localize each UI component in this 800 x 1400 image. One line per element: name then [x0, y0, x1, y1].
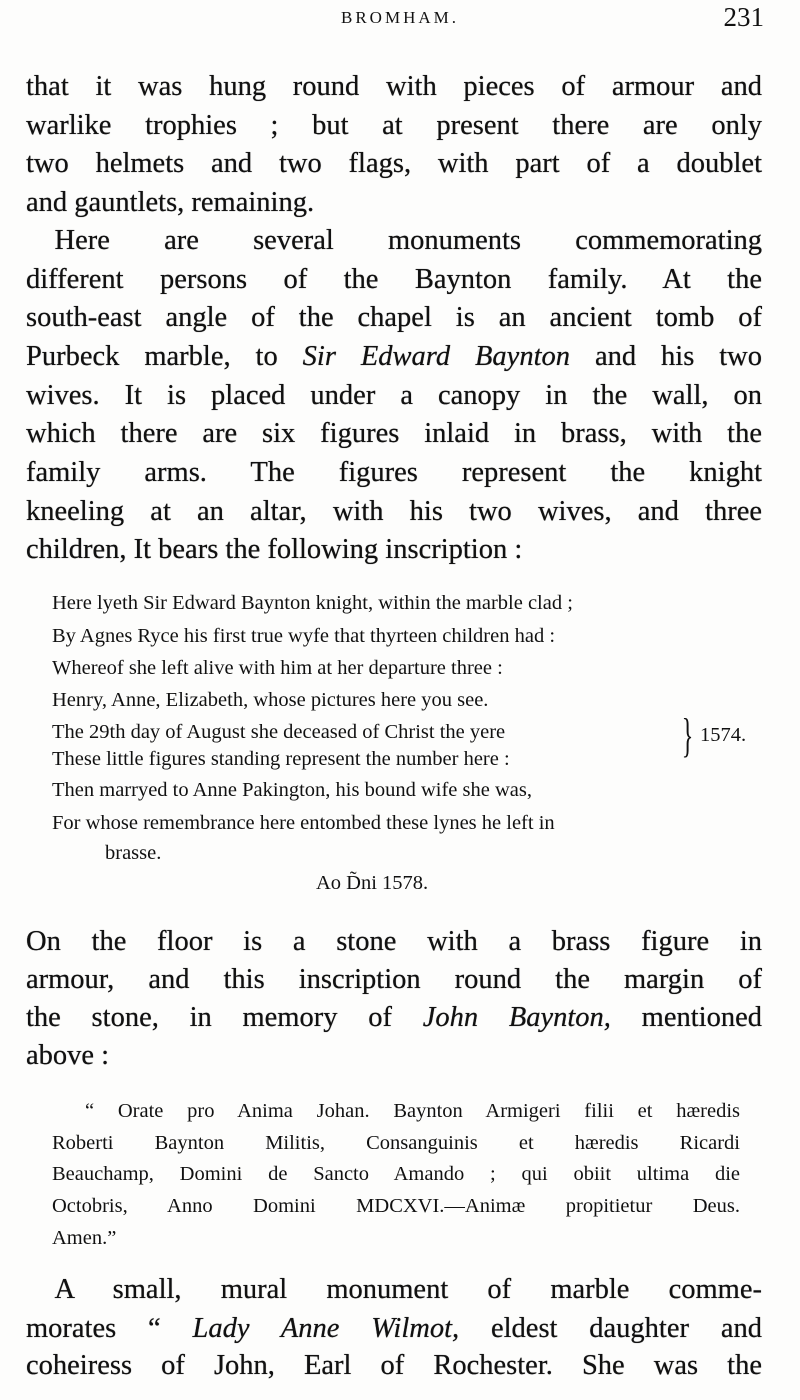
text-line [26, 1039, 762, 1073]
text-line [26, 495, 762, 529]
text-segment: eldest daughter and [459, 1313, 762, 1344]
text-segment: and his two [570, 341, 762, 372]
inscription-line: By Agnes Ryce his first true wyfe that thyrteen children had : [52, 625, 556, 647]
page-number: 231 [723, 2, 764, 32]
text-line [26, 186, 762, 220]
text-segment: Purbeck marble, to [26, 341, 303, 372]
text-segment: that it was hung round with pieces of armour and [26, 71, 762, 102]
bracket-year: 1574. [700, 724, 747, 746]
inscription-line: For whose remembrance here entombed these lynes he left in [52, 812, 555, 834]
text-line [26, 1349, 762, 1383]
text-segment: family arms. The figures represent the knight [26, 457, 762, 488]
text-segment: warlike trophies ; but at present there are only [26, 110, 762, 141]
italic-name: Sir Edward Baynton [302, 341, 570, 372]
text-segment: two helmets and two flags, with part of a doublet [26, 148, 762, 179]
latin-inscription-line: Roberti Baynton Militis, Consanguinis et hæredis Ricardi [52, 1132, 740, 1154]
inscription-line: Henry, Anne, Elizabeth, whose pictures here you see. [52, 689, 489, 711]
inscription-date: Ao D̃ni 1578. [316, 872, 429, 894]
text-line [26, 533, 762, 567]
italic-name: Lady Anne Wilmot, [192, 1313, 460, 1344]
text-segment: kneeling at an altar, with his two wives, and three [26, 496, 762, 527]
inscription-line: Here lyeth Sir Edward Baynton knight, within the marble clad ; [52, 592, 573, 614]
latin-inscription-line: Octobris, Anno Domini MDCXVI.—Animæ propitietur Deus. [52, 1195, 740, 1217]
inscription-line: Whereof she left alive with him at her departure three : [52, 657, 503, 679]
text-segment: armour, and this inscription round the margin of [26, 964, 762, 995]
text-segment: A small, mural monument of marble comme- [26, 1274, 762, 1305]
text-segment: Here are several monuments commemorating [26, 225, 762, 256]
italic-name: John Baynton, [422, 1002, 611, 1033]
text-line [26, 963, 762, 997]
text-segment: coheiress of John, Earl of Rochester. She was the [26, 1350, 762, 1381]
text-line [26, 301, 762, 335]
text-segment: which there are six figures inlaid in brass, with the [26, 418, 762, 449]
text-segment: On the floor is a stone with a brass figure in [26, 926, 762, 957]
text-line [26, 1312, 762, 1346]
text-segment: different persons of the Baynton family. At the [26, 264, 762, 295]
text-line [26, 224, 762, 258]
text-segment: wives. It is placed under a canopy in the wall, on [26, 380, 762, 411]
text-line [26, 1273, 762, 1307]
text-line [26, 1001, 762, 1035]
text-line [26, 925, 762, 959]
latin-inscription-line: Beauchamp, Domini de Sancto Amando ; qui obiit ultima die [52, 1163, 740, 1185]
inscription-line: brasse. [105, 842, 162, 864]
curly-brace: } [681, 709, 694, 762]
text-segment: the stone, in memory of [26, 1002, 423, 1033]
text-line [26, 263, 762, 297]
latin-inscription-line: “ Orate pro Anima Johan. Baynton Armigeri filii et hæredis [85, 1100, 740, 1122]
text-line [26, 417, 762, 451]
text-line [26, 456, 762, 490]
inscription-line: These little figures standing represent the number here : [52, 748, 510, 770]
inscription-line: Then marryed to Anne Pakington, his bound wife she was, [52, 779, 532, 801]
text-segment: south-east angle of the chapel is an ancient tomb of [26, 302, 762, 333]
text-segment: above : [26, 1040, 110, 1071]
text-line [26, 147, 762, 181]
text-segment: children, It bears the following inscription : [26, 534, 523, 565]
text-segment: and gauntlets, remaining. [26, 187, 315, 218]
text-line [26, 340, 762, 374]
text-line [26, 70, 762, 104]
latin-inscription-line: Amen.” [52, 1227, 117, 1249]
text-line [26, 379, 762, 413]
text-line [26, 109, 762, 143]
inscription-line: The 29th day of August she deceased of Christ the yere [52, 721, 506, 743]
text-segment: mentioned [610, 1002, 762, 1033]
running-title: BROMHAM. [341, 8, 459, 27]
text-segment: morates “ [26, 1313, 193, 1344]
